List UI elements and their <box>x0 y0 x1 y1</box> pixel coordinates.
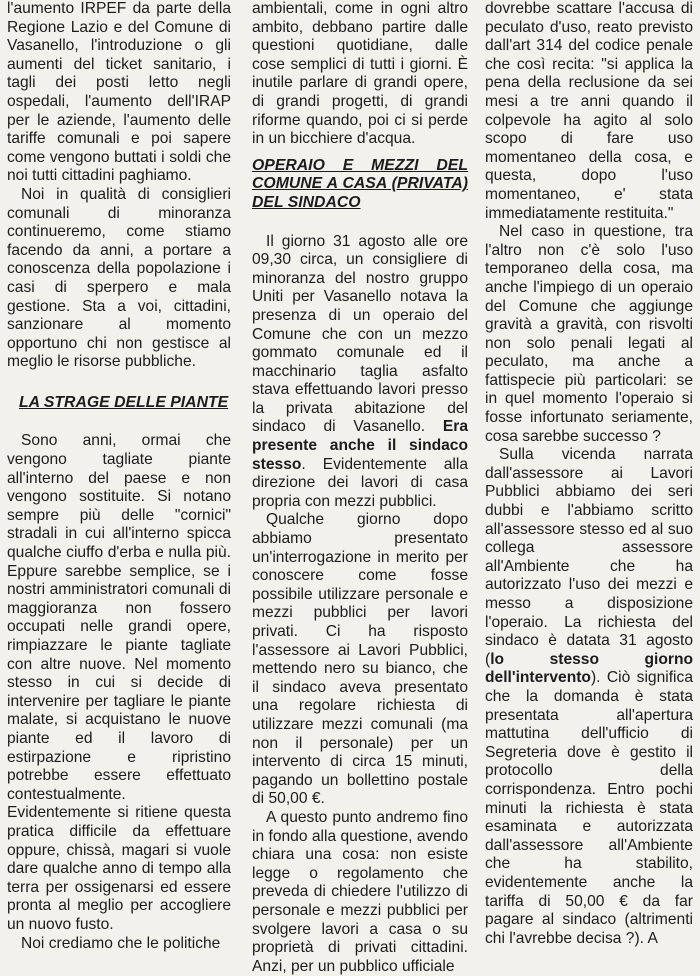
paragraph-irpef: l'aumento IRPEF da parte della Regione Lazio e del Comune di Vasanello, l'introduzione o gli aumenti del ticket sanitario, i tagli dei posti letto negli ospedali, l'aumento dell'IRAP per le aziende, l'aumento delle tariffe comunali e poi sapere come vengono buttati i soldi che noi tutti cittadini paghiamo. <box>7 0 231 185</box>
bold-stesso-giorno: lo stesso giorno dell'intervento <box>485 650 693 687</box>
column-right <box>485 0 693 948</box>
paragraph-interrogazione: Qualche giorno dopo abbiamo presentato un'interrogazione in merito per conoscere come fosse possibile utilizzare personale e mezzi pubblici per lavori privati. Ci ha risposto l'assessore ai Lavori Pubblici, mettendo nero su bianco, che il sindaco aveva presentato una regolare richiesta di utilizzare mezzi comunali (ma non il personale) per un intervento di circa 15 minuti, pagando un bollettino postale di 50,00 €. <box>252 511 468 808</box>
paragraph-ambientali: ambientali, come in ogni altro ambito, debbano partire dalle questioni quotidiane, dalle cose semplici di tutti i giorni. È inutile parlare di grandi opere, di grandi progetti, di grandi riforme quando, poi ci si perde in un bicchiere d'acqua. <box>252 0 468 148</box>
text-segment: . Evidentemente alla direzione dei lavori di casa propria con mezzi pubblici. <box>252 455 468 510</box>
paragraph-piante-tagliate: Sono anni, ormai che vengono tagliate piante all'interno del paese e non vengono sostituite. Si notano sempre più delle "cornici" stradali in cui all'interno spicca qualche ciuffo d'erba e nulla più. Eppure sarebbe semplice, se i nostri amministratori comunali di maggioranza non fossero occupati nelle grandi opere, rimpiazzare le piante tagliate con altre nuove. Nel momento stesso in cui si decide di intervenire per tagliare le piante malate, si acquistano le nuove piante ed il lavoro di estirpazione e ripristino potrebbe essere effettuato contestualmente. <box>7 432 231 803</box>
heading-operaio-mezzi: OPERAIO E MEZZI DEL COMUNE A CASA (PRIVATA) DEL SINDACO <box>252 156 468 211</box>
paragraph-evidentemente: Evidentemente si ritiene questa pratica difficile da effettuare oppure, chissà, magari si vuole dare qualche anno di tempo alla terra per ossigenarsi ed essere pronta al meglio per accogliere un nuovo fusto. <box>7 804 231 933</box>
paragraph-consiglieri: Noi in qualità di consiglieri comunali di minoranza continueremo, come stiamo facendo da anni, a portare a conoscenza della popolazione i casi di sperpero e mala gestione. Sta a voi, cittadini, sanzionare al momento opportuno chi non gestisce al meglio le risorse pubbliche. <box>7 185 231 371</box>
text-segment: Sulla vicenda narrata dall'assessore ai Lavori Pubblici abbiamo dei seri dubbi e l'abbiamo scritto all'assessore stesso ed al suo collega assessore all'Ambiente che ha autorizzato l'uso dei mezzi e messo a disposizione l'operaio. La richiesta del sindaco è datata 31 agosto ( <box>485 446 693 668</box>
text-segment: ). Ciò significa che la domanda è stata presentata all'apertura mattutina dell'ufficio di Segreteria dove è gestito il protocollo della corrispondenza. Entro pochi minuti la richiesta è stata esaminata e autorizzata dall'assessore all'Ambiente che ha stabilito, evidentemente anche la tariffa di 50,00 € da far pagare al sindaco (altrimenti chi l'avrebbe decisa ?). A <box>485 669 693 947</box>
paragraph-noi-crediamo: Noi crediamo che le politiche <box>21 934 221 952</box>
bold-sindaco-presente: Era presente anche il sindaco stesso <box>252 418 468 473</box>
text-segment: Il giorno 31 agosto alle ore 09,30 circa, un consigliere di minoranza del nostro gruppo Uniti per Vasanello notava la presenza di un operaio del Comune che con un mezzo gommato comunale ed il macchinario taglia asfalto stava effettuando lavori presso la privata abitazione del sindaco di Vasanello. <box>252 232 468 436</box>
heading-strage-piante: LA STRAGE DELLE PIANTE <box>19 393 229 411</box>
paragraph-peculato: dovrebbe scattare l'accusa di peculato d'uso, reato previsto dall'art 314 del codice penale che così recita: "si applica la pena della reclusione da sei mesi a tre anni quando il colpevole ha agito al solo scopo di fare uso momentaneo della cosa, e questa, dopo l'uso momentaneo, e' stata immediatamente restituita." <box>485 0 693 222</box>
paragraph-31-agosto <box>252 233 468 512</box>
paragraph-caso-questione: Nel caso in questione, tra l'altro non c'è solo l'uso temporaneo della cosa, ma anche l'impiego di un operaio del Comune che aggiunge gravità a gravità, con risvolti non solo penali legati al peculato, ma anche a fattispecie più particolari: se in quel momento l'operaio si fosse infortunato seriamente, cosa sarebbe successo ? <box>485 223 693 445</box>
paragraph-vicenda <box>485 446 693 948</box>
paragraph-questione: A questo punto andremo fino in fondo alla questione, avendo chiara una cosa: non esiste legge o regolamento che preveda di chiedere l'utilizzo di personale e mezzi pubblici per svolgere lavori a casa o su proprietà di privati cittadini. Anzi, per un pubblico ufficiale <box>252 808 468 975</box>
column-left <box>7 0 231 953</box>
column-middle <box>252 0 468 976</box>
